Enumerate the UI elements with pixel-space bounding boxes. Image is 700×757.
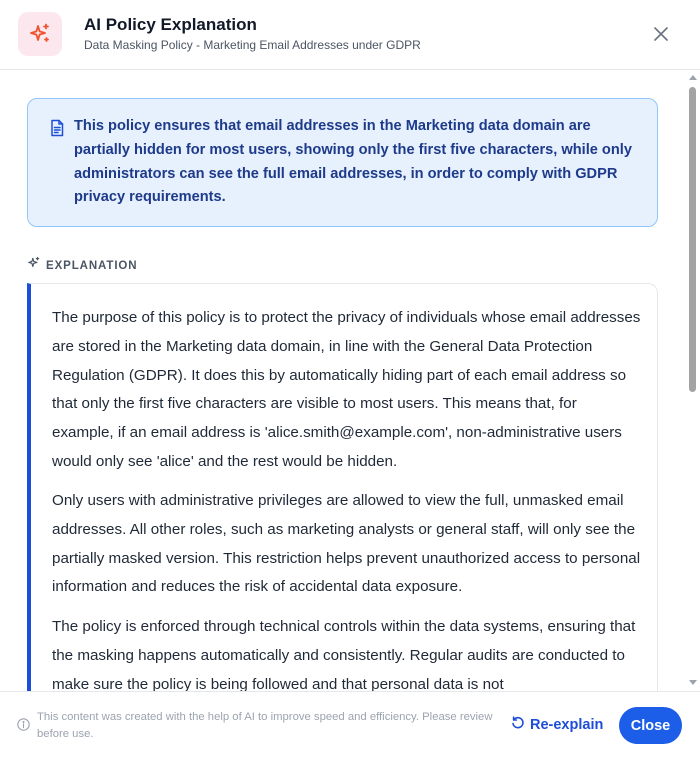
- content-scrollbar[interactable]: [686, 71, 700, 691]
- dialog-subtitle: Data Masking Policy - Marketing Email Addresses under GDPR: [84, 38, 421, 52]
- explanation-heading: [27, 256, 137, 275]
- refresh-icon: [511, 716, 525, 735]
- explanation-paragraph: The policy is enforced through technical controls within the data systems, ensuring that the masking happens automatically and consistently. Regular audits are conducted to make sure the policy is being followed and that personal data is not: [52, 618, 636, 691]
- explanation-label: EXPLANATION: [46, 259, 138, 272]
- close-button[interactable]: Close: [619, 707, 682, 744]
- info-icon: [17, 718, 30, 731]
- explanation-paragraph: Only users with administrative privileges are allowed to view the full, unmasked email addresses. All other roles, such as marketing analysts or general staff, will only see the partially masked version. This restriction helps prevent unauthorized access to personal information and reduces the risk of accidental data exposure.: [52, 492, 641, 596]
- document-icon: [48, 119, 66, 137]
- policy-summary-box: [27, 98, 658, 227]
- dialog-title: AI Policy Explanation: [84, 15, 257, 34]
- dialog-footer: [0, 691, 700, 757]
- dialog-header: [0, 0, 700, 70]
- scrollbar-thumb[interactable]: [689, 87, 696, 392]
- policy-summary-text: This policy ensures that email addresses in the Marketing data domain are partially hidden for most users, showing only the first five characters, while only administrators can see the full email addresses, in order to comply with GDPR privacy requirements.: [74, 118, 632, 206]
- re-explain-label: Re-explain: [530, 717, 604, 733]
- sparkles-icon: [27, 256, 41, 275]
- scroll-up-arrow-icon[interactable]: [689, 75, 697, 80]
- explanation-card: [27, 283, 658, 691]
- re-explain-button[interactable]: [511, 714, 603, 736]
- explanation-paragraph: The purpose of this policy is to protect the privacy of individuals whose email addresses are stored in the Marketing data domain, in line with the General Data Protection Regulation (GDPR). It does this by automatically hiding part of each email address so that only the first five characters are visible to most users. This means that, for example, if an email address is 'alice.smith@example.com', non-administrative users would only see 'alice' and the rest would be hidden.: [52, 309, 641, 470]
- close-icon[interactable]: [648, 21, 674, 47]
- sparkles-icon: [18, 12, 62, 56]
- scroll-down-arrow-icon[interactable]: [689, 680, 697, 685]
- ai-disclaimer-text: This content was created with the help of AI to improve speed and efficiency. Please review before use.: [37, 711, 493, 740]
- dialog-content: [0, 71, 686, 691]
